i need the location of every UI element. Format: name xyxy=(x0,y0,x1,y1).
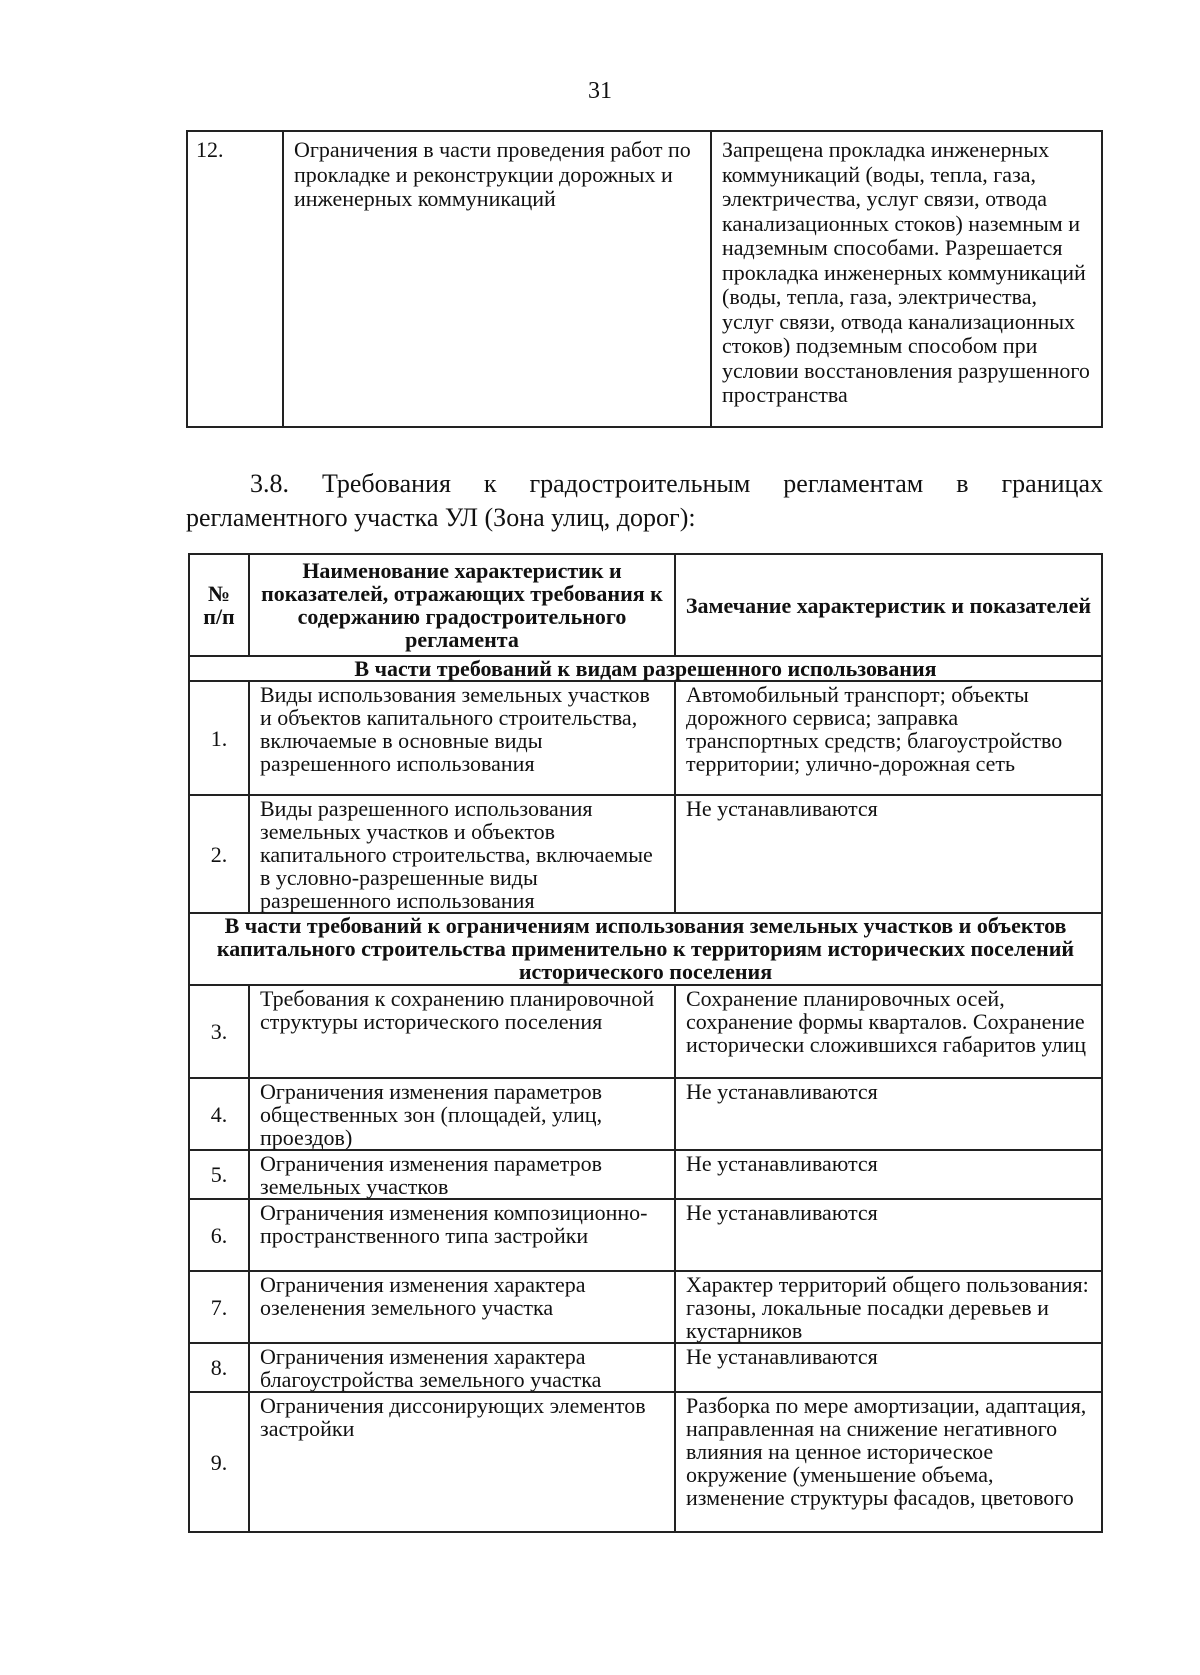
row-name: Ограничения изменения параметров общественных зон (площадей, улиц, проездов) xyxy=(249,1078,675,1150)
row-number: 4. xyxy=(189,1078,249,1150)
row-description: Запрещена прокладка инженерных коммуникаций (воды, тепла, газа, электричества, услуг связи, отвода канализационных стоков) наземным и надземным способами. Разрешается прокладка инженерных коммуникаций (воды, тепла, газа, электричества, услуг связи, отвода канализационных стоков) подземным способом при условии восстановления разрушенного пространства xyxy=(711,131,1102,427)
group-heading-1: В части требований к видам разрешенного использования xyxy=(189,656,1102,681)
row-note: Не устанавливаются xyxy=(675,1150,1102,1199)
table-row xyxy=(189,1199,1102,1271)
row-number: 7. xyxy=(189,1271,249,1343)
row-number: 12. xyxy=(187,131,283,427)
table-row xyxy=(189,1343,1102,1392)
row-note: Не устанавливаются xyxy=(675,795,1102,913)
group-heading-2: В части требований к ограничениям использования земельных участков и объектов капитального строительства применительно к территориям исторических поселений исторического поселения xyxy=(189,913,1102,985)
row-note: Не устанавливаются xyxy=(675,1343,1102,1392)
page-number: 31 xyxy=(588,78,612,104)
table-row xyxy=(189,681,1102,795)
row-name: Ограничения изменения характера озеленения земельного участка xyxy=(249,1271,675,1343)
row-name: Ограничения изменения характера благоустройства земельного участка xyxy=(249,1343,675,1392)
row-note: Автомобильный транспорт; объекты дорожного сервиса; заправка транспортных средств; благоустройство территории; улично-дорожная сеть xyxy=(675,681,1102,795)
row-number: 9. xyxy=(189,1392,249,1532)
table-row xyxy=(189,1078,1102,1150)
section-heading-line2: регламентного участка УЛ (Зона улиц, дорог): xyxy=(186,503,696,532)
row-number: 5. xyxy=(189,1150,249,1199)
row-note: Не устанавливаются xyxy=(675,1199,1102,1271)
table-row xyxy=(189,1392,1102,1532)
row-name: Ограничения в части проведения работ по прокладке и реконструкции дорожных и инженерных коммуникаций xyxy=(283,131,711,427)
section-heading-line1: 3.8. Требования к градостроительным регламентам в границах xyxy=(250,469,1103,498)
table-row xyxy=(187,131,1102,427)
row-name: Ограничения диссонирующих элементов застройки xyxy=(249,1392,675,1532)
table-header-row xyxy=(189,554,1102,656)
row-number: 6. xyxy=(189,1199,249,1271)
row-name: Виды разрешенного использования земельных участков и объектов капитального строительства, включаемые в условно-разрешенные виды разрешенного использования xyxy=(249,795,675,913)
table-row xyxy=(189,1150,1102,1199)
group-row xyxy=(189,656,1102,681)
row-name: Ограничения изменения параметров земельных участков xyxy=(249,1150,675,1199)
row-name: Виды использования земельных участков и объектов капитального строительства, включаемые в основные виды разрешенного использования xyxy=(249,681,675,795)
regulations-table xyxy=(188,553,1103,1533)
table-row xyxy=(189,985,1102,1078)
row-note: Разборка по мере амортизации, адаптация, направленная на снижение негативного влияния на ценное историческое окружение (уменьшение объема, изменение структуры фасадов, цветового xyxy=(675,1392,1102,1532)
header-num: № п/п xyxy=(189,554,249,656)
row-number: 8. xyxy=(189,1343,249,1392)
row-name: Требования к сохранению планировочной структуры исторического поселения xyxy=(249,985,675,1078)
row-number: 1. xyxy=(189,681,249,795)
table-row xyxy=(189,1271,1102,1343)
row-note: Характер территорий общего пользования: газоны, локальные посадки деревьев и кустарников xyxy=(675,1271,1102,1343)
row-number: 3. xyxy=(189,985,249,1078)
header-note: Замечание характеристик и показателей xyxy=(675,554,1102,656)
row-number: 2. xyxy=(189,795,249,913)
row-name: Ограничения изменения композиционно-пространственного типа застройки xyxy=(249,1199,675,1271)
header-name: Наименование характеристик и показателей, отражающих требования к содержанию градостроительного регламента xyxy=(249,554,675,656)
restrictions-table-continued xyxy=(186,130,1103,428)
table-row xyxy=(189,795,1102,913)
section-heading xyxy=(186,467,1103,535)
row-note: Не устанавливаются xyxy=(675,1078,1102,1150)
row-note: Сохранение планировочных осей, сохранение формы кварталов. Сохранение исторически сложившихся габаритов улиц xyxy=(675,985,1102,1078)
group-row xyxy=(189,913,1102,985)
